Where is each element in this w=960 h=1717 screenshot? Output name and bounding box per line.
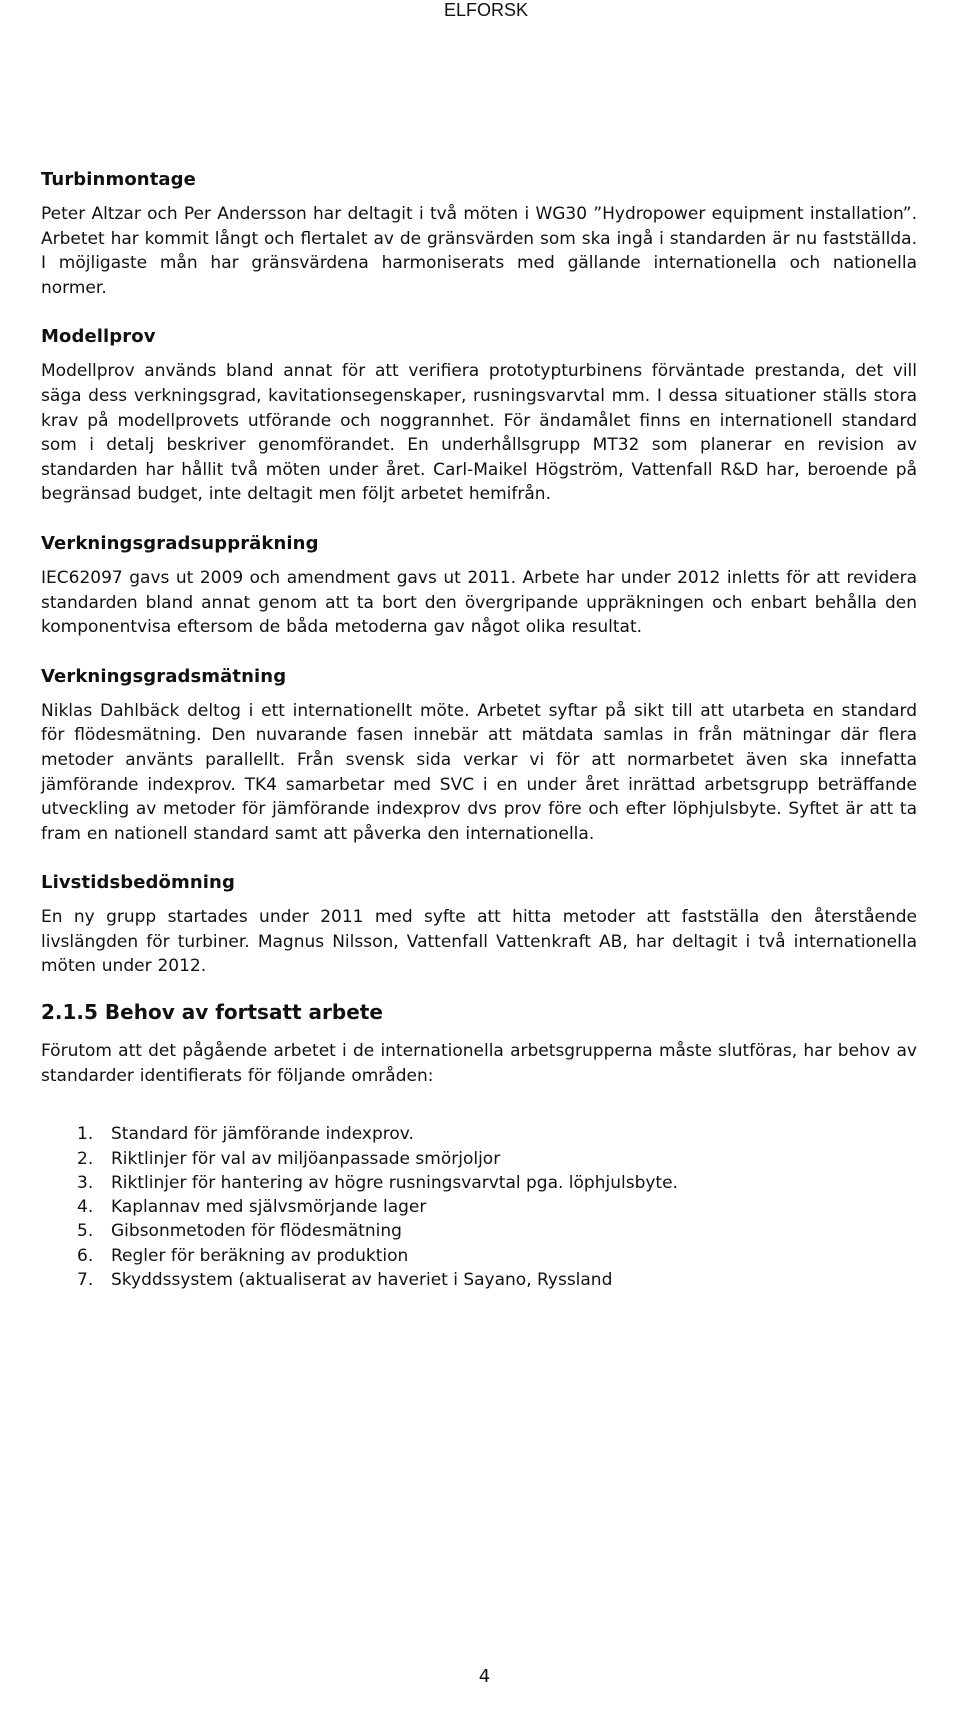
section-paragraph: Förutom att det pågående arbetet i de internationella arbetsgrupperna måste slutföras, har behov av standarder identifierats för följande områden:: [41, 1041, 917, 1086]
page-number: 4: [478, 1666, 491, 1687]
section-verkningsgradsmatning: [41, 665, 917, 847]
page-content: [41, 168, 917, 1292]
list-item-text: Riktlinjer för hantering av högre rusningsvarvtal pga. löphjulsbyte.: [111, 1172, 678, 1193]
section-paragraph: Peter Altzar och Per Andersson har deltagit i två möten i WG30 ”Hydropower equipment installation”. Arbetet har kommit långt och flertalet av de gränsvärden som ska ingå i standarden är nu fastställda. I möjligaste mån har gränsvärdena harmoniserats med gällande internationella och nationella normer.: [41, 204, 917, 298]
section-modellprov: [41, 325, 917, 507]
section-heading: Livstidsbedömning: [41, 872, 235, 894]
list-item-text: Riktlinjer för val av miljöanpassade smörjoljor: [111, 1148, 501, 1169]
section-turbinmontage: [41, 168, 917, 300]
list-item: [41, 1219, 917, 1243]
section-heading: Verkningsgradsmätning: [41, 665, 287, 687]
section-paragraph: Niklas Dahlbäck deltog i ett internationellt möte. Arbetet syftar på sikt till att utarbeta en standard för flödesmätning. Den nuvarande fasen innebär att mätdata samlas in från mätningar där flera metoder använts parallellt. Från svensk sida verkar vi för att normarbetet även ska innefatta jämförande indexprov. TK4 samarbetar med SVC i en under året inrättad arbetsgrupp beträffande utveckling av metoder för jämförande indexprov dvs prov före och efter löphjulsbyte. Syftet är att ta fram en nationell standard samt att påverka den internationella.: [41, 700, 917, 844]
section-heading: Turbinmontage: [41, 169, 196, 190]
list-item-text: Skyddssystem (aktualiserat av haveriet i Sayano, Ryssland: [111, 1270, 613, 1291]
section-livstidsbedomning: [41, 871, 917, 979]
list-item-text: Standard för jämförande indexprov.: [111, 1124, 414, 1145]
list-item: [41, 1122, 917, 1146]
list-item-number: 6.: [77, 1245, 94, 1266]
section-verkningsgradsupprakning: [41, 532, 917, 640]
list-item-number: 2.: [77, 1148, 94, 1169]
list-item-number: 4.: [77, 1197, 94, 1218]
list-item-text: Gibsonmetoden för flödesmätning: [111, 1221, 402, 1242]
page-header: [0, 0, 960, 20]
list-item: [41, 1268, 917, 1292]
list-item: [41, 1244, 917, 1268]
list-item-text: Kaplannav med självsmörjande lager: [111, 1197, 427, 1218]
section-paragraph: En ny grupp startades under 2011 med syfte att hitta metoder att fastställa den återstående livslängden för turbiner. Magnus Nilsson, Vattenfall Vattenkraft AB, har deltagit i två internationella möten under 2012.: [41, 907, 917, 977]
list-item: [41, 1171, 917, 1195]
section-heading: Verkningsgradsuppräkning: [41, 532, 319, 554]
list-item-number: 1.: [77, 1124, 94, 1145]
section-heading: Modellprov: [41, 326, 156, 348]
list-item-number: 3.: [77, 1172, 94, 1193]
header-org-name: ELFORSK: [443, 0, 528, 20]
list-item: [41, 1195, 917, 1219]
numbered-list: [41, 1122, 917, 1292]
list-item-number: 5.: [77, 1221, 94, 1242]
list-item-text: Regler för beräkning av produktion: [111, 1245, 409, 1266]
section-paragraph: Modellprov används bland annat för att verifiera prototypturbinens förväntade prestanda, det vill säga dess verkningsgrad, kavitationsegenskaper, rusningsvarvtal mm. I dessa situationer ställs stora krav på modellprovets utförande och noggrannhet. För ändamålet finns en internationell standard som i detalj beskriver genomförandet. En underhållsgrupp MT32 som planerar en revision av standarden har hållit två möten under året. Carl-Maikel Högström, Vattenfall R&D har, beroende på begränsad budget, inte deltagit men följt arbetet hemifrån.: [41, 361, 917, 505]
subsection-heading: 2.1.5 Behov av fortsatt arbete: [41, 1000, 383, 1025]
section-behov-av-fortsatt-arbete: [41, 999, 917, 1292]
section-paragraph: IEC62097 gavs ut 2009 och amendment gavs ut 2011. Arbete har under 2012 inletts för att revidera standarden bland annat genom att ta bort den övergripande uppräkningen och enbart behålla den komponentvisa eftersom de båda metoderna gav något olika resultat.: [41, 567, 917, 638]
list-item-number: 7.: [77, 1270, 94, 1291]
list-item: [41, 1147, 917, 1171]
